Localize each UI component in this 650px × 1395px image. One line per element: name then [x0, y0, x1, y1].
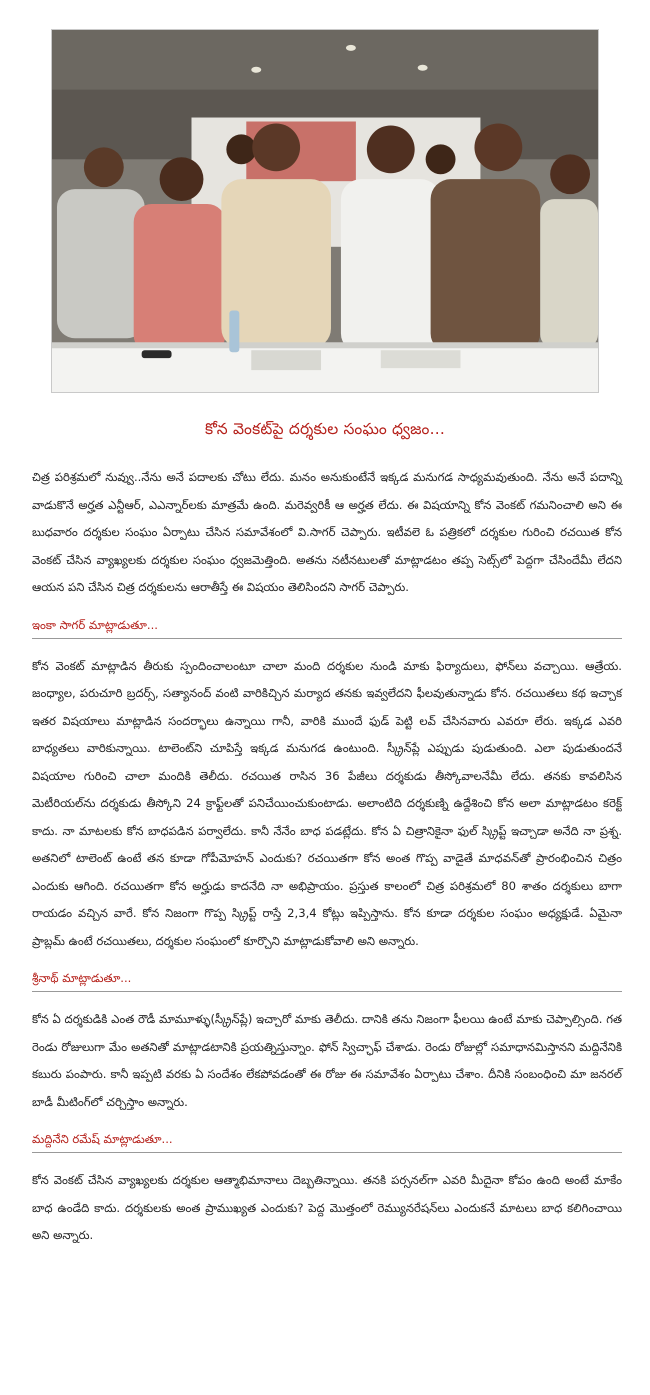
subhead-srinath	[32, 967, 622, 992]
press-meet-illustration	[52, 30, 598, 392]
article-headline: కోన వెంకట్‌పై దర్శకుల సంఘం ధ్వజం...	[205, 420, 445, 438]
press-meet-photo	[51, 29, 599, 393]
subhead-ramesh-label: మద్దినేని రమేష్ మాట్లాడుతూ...	[32, 1132, 173, 1146]
article-paragraph-intro: చిత్ర పరిశ్రమలో నువ్వు..నేను అనే పదాలకు చోటు లేదు. మనం అనుకుంటేనే ఇక్కడ మనుగడ సాధ్యమవుతుంది. నేను అనే పదాన్ని వాడుకొనే అర్హత ఎన్టీఆర్, ఎఎన్నార్‌లకు మాత్రమే ఉంది. మరెవ్వరికీ ఆ అర్హత లేదు. ఈ విషయాన్ని కోన వెంకట్ గమనించాలి అని ఈ బుధవారం దర్శకుల సంఘం ఏర్పాటు చేసిన సమావేశంలో వి.సాగర్ చెప్పారు. ఇటీవలె ఓ పత్రికలో దర్శకుల గురించి రచయిత కోన వెంకట్ చేసిన వ్యాఖ్యలకు దర్శకుల సంఘం ధ్వజమెత్తింది. అతను నటీనటులతో మాట్లాడటం తప్ప సెట్స్‌లో పెద్దగా చేసిందేమీ లేదని ఆయన పని చేసిన చిత్ర దర్శకులను ఆరాతీస్తే ఈ విషయం తెలిసిందని సాగర్ చెప్పారు.	[32, 470, 622, 594]
subhead-sagar-label: ఇంకా సాగర్ మాట్లాడుతూ...	[32, 617, 158, 632]
article-paragraph-srinath: కోన ఏ దర్శకుడికి ఎంత రౌడీ మామూళ్ళు(స్క్రీన్‌ప్లే) ఇచ్చారో మాకు తెలీదు. దానికి తను నిజంగా ఫీలయి ఉంటే మాకు చెప్పాల్సింది. గత రెండు రోజులుగా మేం అతనితో మాట్లాడటానికి ప్రయత్నిస్తున్నాం. ఫోన్ స్విచ్ఛాఫ్ చేశాడు. రెండు రోజుల్లో సమాధానమిస్తానని మద్దినేనికి కబురు పంపారు. కానీ ఇప్పటి వరకు ఏ సందేశం లేకపోవడంతో ఈ రోజు ఈ సమావేశం ఏర్పాటు చేశాం. దీనికి సంబంధించి మా జనరల్ బాడీ మీటింగ్‌లో చర్చిస్తాం అన్నారు.	[32, 1012, 622, 1109]
article-body	[32, 464, 622, 1250]
article-paragraph-sagar: కోన వెంకట్ మాట్లాడిన తీరుకు స్పందించాలంటూ చాలా మంది దర్శకుల నుండి మాకు ఫిర్యాదులు, ఫోన్‌లు వచ్చాయి. ఆత్రేయ. జంధ్యాల, పరుచూరి బ్రదర్స్, సత్యానంద్ వంటి వారికిచ్చిన మర్యాద తనకు ఇవ్వలేదని ఫీలవుతున్నాడు కోన. రచయితలు కథ ఇచ్చాక ఇతర విషయాలు మాట్లాడిన సందర్భాలు ఉన్నాయి గానీ, వారికి ముందే ఫుడ్ పెట్టి లవ్ చేసినవారు ఎవరూ లేరు. ఇక్కడ ఎవరి బాధ్యతలు వారికున్నాయి. టాలెంట్‌ని చూపిస్తే ఇక్కడ మనుగడ ఉంటుంది. స్క్రీన్‌ప్లే ఎప్పుడు పుడుతుంది. ఎలా పుడుతుందనే విషయాల గురించి చాలా మందికి తెలీదు. రచయిత రాసిన 36 పేజీలు దర్శకుడు తీస్కోవాలనేమీ లేదు. తనకు కావలిసిన మెటీరియల్‌ను దర్శకుడు తీస్కోని 24 క్రాఫ్ట్‌లతో పనిచేయించుకుంటాడు. అలాంటిది దర్శకుణ్ని ఉద్దేశించి కోన అలా మాట్లాడటం కరెక్ట్ కాదు. నా మాటలకు కోన బాధపడిన పర్వాలేదు. కానీ నేనేం బాధ పడట్లేదు. కోన ఏ చిత్రానికైనా ఫుల్ స్క్రిప్ట్ ఇచ్చాడా అనేది నా ప్రశ్న. అతనిలో టాలెంట్ ఉంటే తన కూడా గోపీమోహన్ ఎందుకు? రచయితగా కోన అంత గొప్ప వాడైతే మాధవన్‌తో ప్రారంభించిన చిత్రం ఎందుకు ఆగింది. రచయితగా కోన అర్హుడు కాదనేది నా అభిప్రాయం. ప్రస్తుత కాలంలో చిత్ర పరిశ్రమలో 80 శాతం దర్శకులు బాగా రాయడం వచ్చిన వారే. కోన నిజంగా గొప్ప స్క్రిప్ట్ రాస్తే 2,3,4 కోట్లు ఇప్పిస్తాను. కోన కూడా దర్శకుల సంఘం అధ్యక్షుడే. ఏమైనా ప్రాబ్లమ్ ఉంటే రచయితలు, దర్శకుల సంఘంలో కూర్చొని మాట్లాడుకోవాలి అని అన్నారు.	[32, 658, 622, 948]
subhead-sagar	[32, 614, 622, 639]
subhead-srinath-label: శ్రీనాథ్ మాట్లాడుతూ...	[32, 971, 132, 985]
subhead-ramesh	[32, 1128, 622, 1153]
article-paragraph-ramesh: కోన వెంకట్ చేసిన వ్యాఖ్యలకు దర్శకుల ఆత్మాభిమానాలు దెబ్బతిన్నాయి. తనకి పర్సనల్‌గా ఎవరి మీదైనా కోపం ఉంది అంటే మాకేం బాధ ఉండేది కాదు. దర్శకులకు అంత ప్రాముఖ్యత ఎందుకు? పెద్ద మొత్తంలో రెమ్యునరేషన్‌లు ఎందుకనే మాటలు బాధ కలిగించాయి అని అన్నారు.	[32, 1173, 622, 1242]
